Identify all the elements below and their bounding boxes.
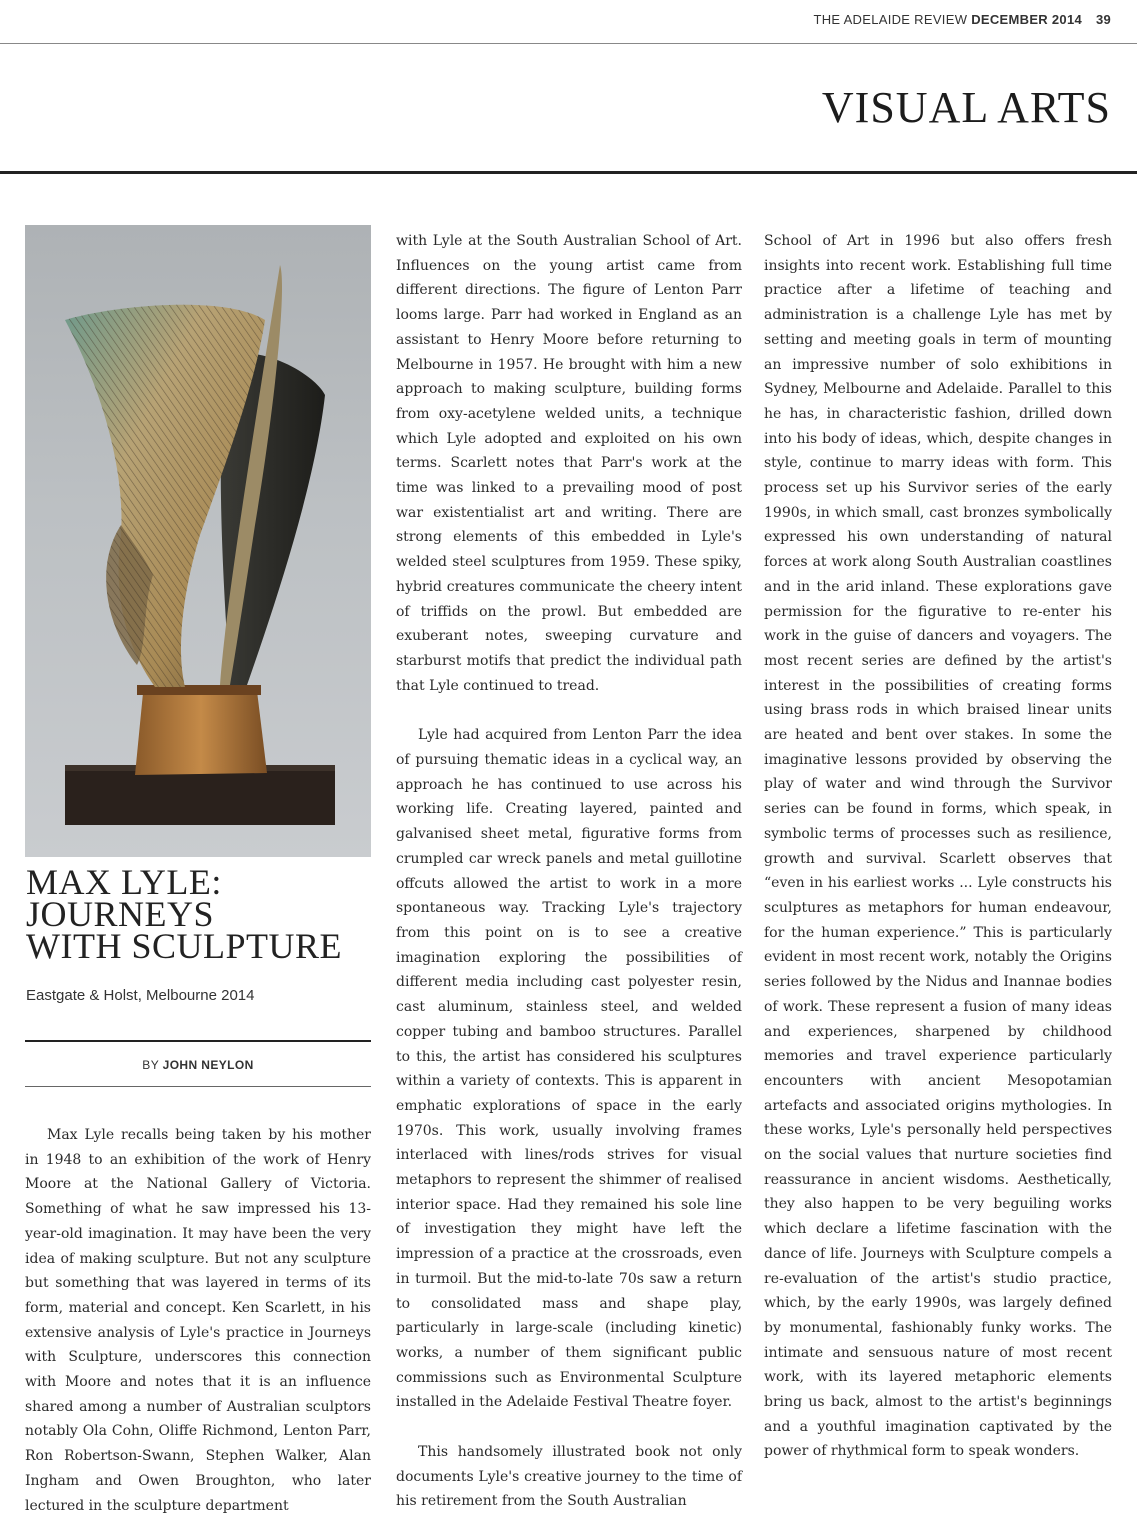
article-column-2 bbox=[396, 229, 742, 1514]
article-column-1 bbox=[25, 1123, 371, 1518]
byline-prefix: BY bbox=[142, 1058, 159, 1072]
masthead bbox=[813, 12, 1111, 27]
byline-rule-bottom bbox=[25, 1086, 371, 1087]
byline bbox=[25, 1058, 371, 1072]
review-title-line: JOURNEYS bbox=[26, 894, 215, 934]
page-number: 39 bbox=[1095, 12, 1111, 27]
review-title bbox=[26, 862, 376, 966]
review-title-line: MAX LYLE: bbox=[26, 862, 222, 902]
article-column-3 bbox=[764, 229, 1112, 1464]
publication-name: THE ADELAIDE REVIEW bbox=[813, 12, 968, 27]
publisher-info: Eastgate & Holst, Melbourne 2014 bbox=[26, 987, 255, 1004]
article-paragraph: School of Art in 1996 but also offers fresh insights into recent work. Establishing full time practice after a lifetime of teaching and administration is a challenge Lyle has met by setting and meeting goals in term of mounting an impressive number of solo exhibitions in Sydney, Melbourne and Adelaide. Parallel to this he has, in characteristic fashion, drilled down into his body of ideas, which, despite changes in style, continue to marry ideas with form. This process set up his Survivor series of the early 1990s, in which small, cast bronzes symbolically expressed his own understanding of natural forces at work along South Australian coastlines and in the arid inland. These explorations gave permission for the figurative to re-enter his work in the guise of dancers and voyagers. The most recent series are defined by the artist's interest in the possibilities of creating forms using brass rods in which braised linear units are heated and bent over stakes. In some the imaginative lessons provided by observing the play of water and wind through the Survivor series can be found in forms, which speak, in symbolic terms of processes such as resilience, growth and survival. Scarlett observes that “even in his earliest works ... Lyle constructs his sculptures as metaphors for human endeavour, for the human experience.” This is particularly evident in most recent work, notably the Origins series followed by the Nidus and Inannae bodies of work. These represent a fusion of many ideas and experiences, sharpened by childhood memories and travel experience particularly encounters with ancient Mesopotamian artefacts and associated origins mythologies. In these works, Lyle's personally held perspectives on the social values that nurture societies find reassurance in ancient wisdoms. Aesthetically, they also happen to be very beguiling works which declare a lifetime fascination with the dance of life. Journeys with Sculpture compels a re-evaluation of the artist's studio practice, which, by the early 1990s, was largely defined by monumental, fashionably funky works. The intimate and sensuous nature of most recent work, with its layered metaphoric elements bring us back, almost to the artist's beginnings and a youthful imagination captivated by the power of rhythmical form to speak wonders. bbox=[764, 233, 1112, 1460]
section-rule bbox=[0, 171, 1137, 174]
article-paragraph: This handsomely illustrated book not only documents Lyle's creative journey to the time of his retirement from the South Australian bbox=[396, 1444, 742, 1510]
article-paragraph: Max Lyle recalls being taken by his mother in 1948 to an exhibition of the work of Henry Moore at the National Gallery of Victoria. Something of what he saw impressed his 13-year-old imagination. It may have been the very idea of making sculpture. But not any sculpture but something that was layered in terms of its form, material and concept. Ken Scarlett, in his extensive analysis of Lyle's practice in Journeys with Sculpture, underscores this connection with Moore and notes that it is an influence shared among a number of Australian sculptors notably Ola Cohn, Oliffe Richmond, Lenton Parr, Ron Robertson-Swann, Stephen Walker, Alan Ingham and Owen Broughton, who later lectured in the sculpture department bbox=[25, 1127, 371, 1514]
article-paragraph: with Lyle at the South Australian School of Art. Influences on the young artist came from different directions. The figure of Lenton Parr looms large. Parr had worked in England as an assistant to Henry Moore before returning to Melbourne in 1957. He brought with him a new approach to making sculpture, building forms from oxy-acetylene welded units, a technique which Lyle adopted and exploited on his own terms. Scarlett notes that Parr's work at the time was linked to a prevailing mood of post war existentialist art and writing. There are strong elements of this embedded in Lyle's welded steel sculptures from 1959. These spiky, hybrid creatures communicate the cheery intent of triffids on the prowl. But embedded are exuberant notes, sweeping curvature and starburst motifs that predict the individual path that Lyle continued to tread. bbox=[396, 233, 742, 694]
issue-date: DECEMBER 2014 bbox=[971, 12, 1083, 27]
review-title-line: WITH SCULPTURE bbox=[26, 926, 342, 966]
sculpture-illustration bbox=[25, 225, 371, 857]
section-title: VISUAL ARTS bbox=[821, 83, 1111, 132]
byline-rule-top bbox=[25, 1040, 371, 1042]
author-name: JOHN NEYLON bbox=[162, 1058, 254, 1072]
sculpture-photo bbox=[25, 225, 371, 857]
article-paragraph: Lyle had acquired from Lenton Parr the idea of pursuing thematic ideas in a cyclical way, an approach he has continued to use across his working life. Creating layered, painted and galvanised sheet metal, figurative forms from crumpled car wreck panels and metal guillotine offcuts allowed the artist to work in a more spontaneous way. Tracking Lyle's trajectory from this point on is to see a creative imagination exploring the possibilities of different media including cast polyester resin, cast aluminum, stainless steel, and welded copper tubing and bamboo structures. Parallel to this, the artist has considered his sculptures within a variety of contexts. This is apparent in emphatic explorations of space in the early 1970s. This work, usually involving frames interlaced with lines/rods strives for visual metaphors to represent the shimmer of realised interior space. Had they remained his sole line of investigation they might have left the impression of a practice at the crossroads, even in turmoil. But the mid-to-late 70s saw a return to consolidated mass and shape play, particularly in large-scale (including kinetic) works, a number of them significant public commissions such as Environmental Sculpture installed in the Adelaide Festival Theatre foyer. bbox=[396, 727, 742, 1411]
top-rule bbox=[0, 43, 1137, 44]
